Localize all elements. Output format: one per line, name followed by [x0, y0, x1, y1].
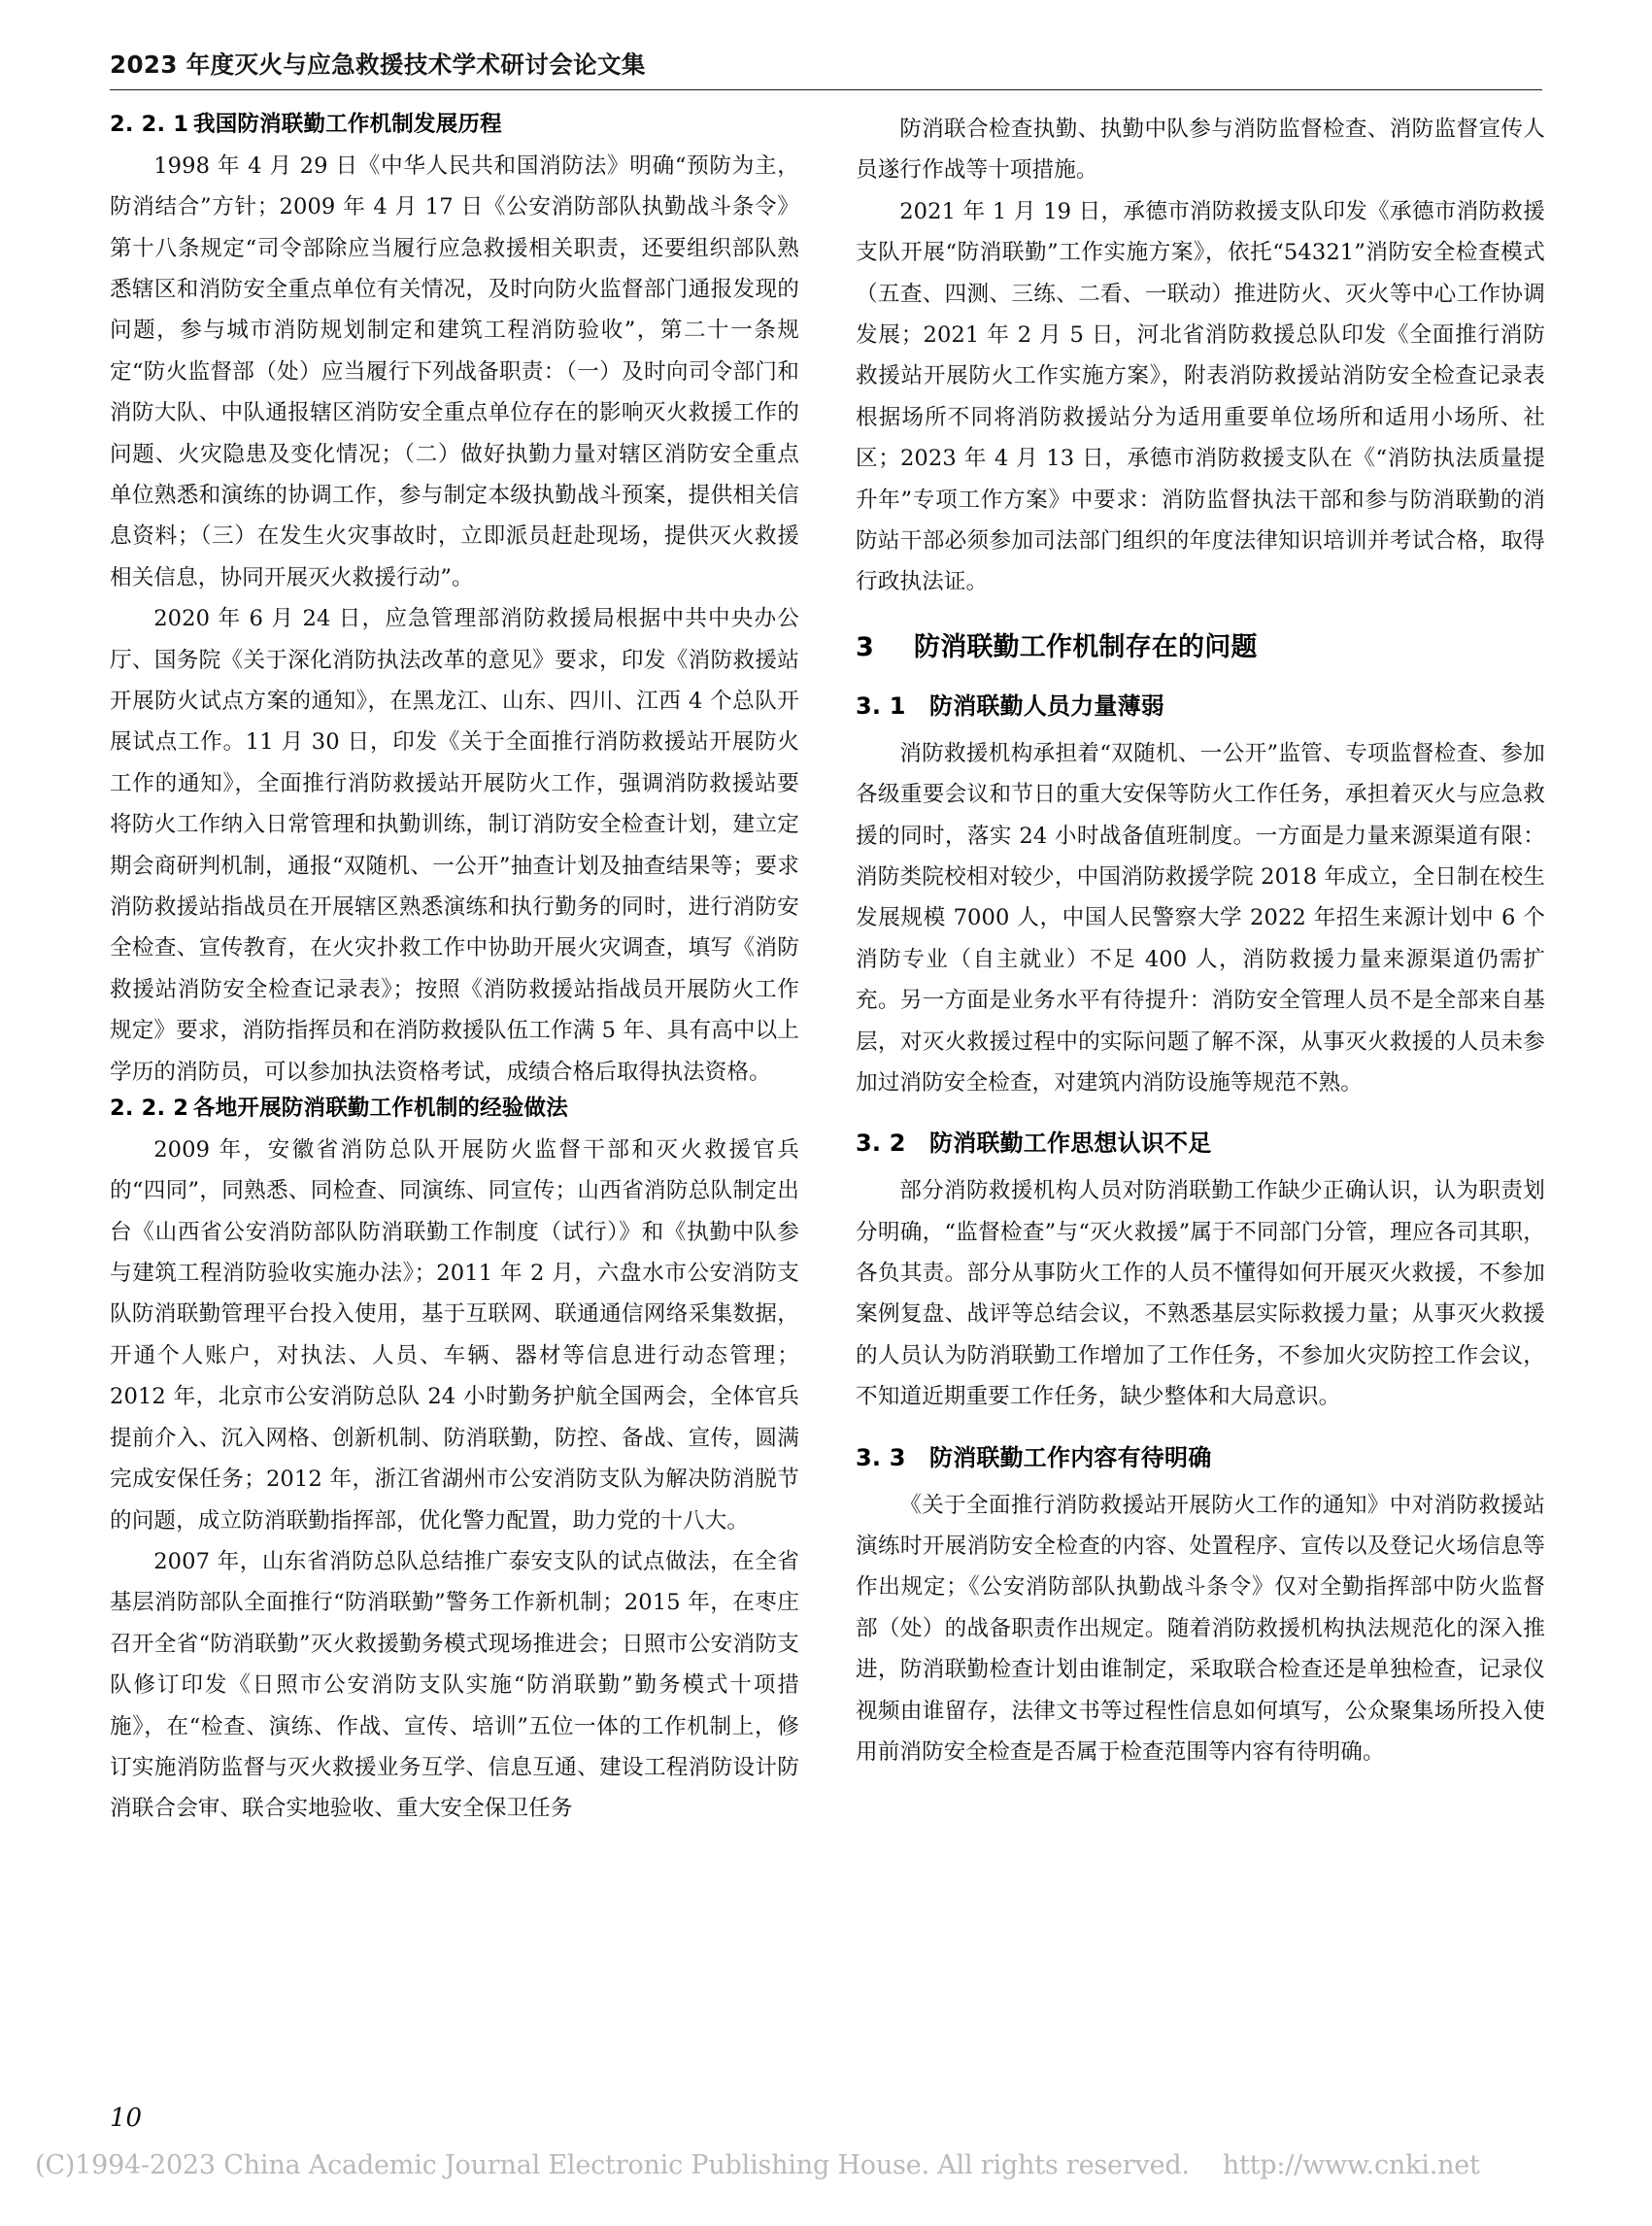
cnki-url: http://www.cnki.net	[1222, 2150, 1480, 2180]
paragraph-5: 2021 年 1 月 19 日，承德市消防救援支队印发《承德市消防救援支队开展“防消联勤”工作实施方案》，依托“54321”消防安全检查模式（五查、四测、三练、二看、一联动）推进防火、灭火等中心工作协调发展；2021 年 2 月 5 日，河北省消防救援总队印发《全面推行消防救援站开展防火工作实施方案》，附表消防救援站消防安全检查记录表根据场所不同将消防救援站分为适用重要单位场所和适用小场所、社区；2023 年 4 月 13 日，承德市消防救援支队在《“消防执法质量提升年”专项工作方案》中要求：消防监督执法干部和参与防消联勤的消防站干部必须参加司法部门组织的年度法律知识培训并考试合格，取得行政执法证。	[856, 198, 1545, 595]
heading-3-1	[856, 690, 1545, 724]
paragraph-2: 2020 年 6 月 24 日，应急管理部消防救援局根据中共中央办公厅、国务院《关于深化消防执法改革的意见》要求，印发《消防救援站开展防火试点方案的通知》，在黑龙江、山东、四川、江西 4 个总队开展试点工作。11 月 30 日，印发《关于全面推行消防救援站开展防火工作的通知》，全面推行消防救援站开展防火工作，强调消防救援站要将防火工作纳入日常管理和执勤训练，制订消防安全检查计划，建立定期会商研判机制，通报“双随机、一公开”抽查计划及抽查结果等；要求消防救援站指战员在开展辖区熟悉演练和执行勤务的同时，进行消防安全检查、宣传教育，在火灾扑救工作中协助开展火灾调查，填写《消防救援站消防安全检查记录表》；按照《消防救援站指战员开展防火工作规定》要求，消防指挥员和在消防救援队伍工作满 5 年、具有高中以上学历的消防员，可以参加执法资格考试，成绩合格后取得执法资格。	[110, 606, 799, 1085]
heading-3-3	[856, 1441, 1545, 1475]
running-head-title: 2023 年度灭火与应急救援技术学术研讨会论文集	[110, 51, 646, 79]
heading-2-2-2-text: 各地开展防消联勤工作机制的经验做法	[193, 1096, 568, 1122]
left-column	[110, 109, 799, 1830]
heading-2-2-1-number: 2. 2. 1	[110, 112, 189, 137]
paragraph-3-1: 消防救援机构承担着“双随机、一公开”监管、专项监督检查、参加各级重要会议和节日的重大安保等防火工作任务，承担着灭火与应急救援的同时，落实 24 小时战备值班制度。一方面是力量来源渠道有限：消防类院校相对较少，中国消防救援学院 2018 年成立，全日制在校生发展规模 7000 人，中国人民警察大学 2022 年招生来源计划中 6 个消防专业（自主就业）不足 400 人，消防救援力量来源渠道仍需扩充。另一方面是业务水平有待提升：消防安全管理人员不是全部来自基层，对灭火救援过程中的实际问题了解不深，从事灭火救援的人员未参加过消防安全检查，对建筑内消防设施等规范不熟。	[856, 740, 1545, 1096]
copyright-text: (C)1994-2023 China Academic Journal Electronic Publishing House. All rights reserved.	[35, 2150, 1190, 2180]
heading-3-2	[856, 1127, 1545, 1161]
paragraph-3-2: 部分消防救援机构人员对防消联勤工作缺少正确认识，认为职责划分明确，“监督检查”与“灭火救援”属于不同部门分管，理应各司其职，各负其责。部分从事防火工作的人员不懂得如何开展灭火救援，不参加案例复盘、战评等总结会议，不熟悉基层实际救援力量；从事灭火救援的人员认为防消联勤工作增加了工作任务，不参加火灾防控工作会议，不知道近期重要工作任务，缺少整体和大局意识。	[856, 1178, 1545, 1410]
body-columns	[110, 109, 1545, 1830]
heading-3-2-number: 3. 2	[856, 1130, 906, 1158]
paragraph-4: 2007 年，山东省消防总队总结推广泰安支队的试点做法，在全省基层消防部队全面推行“防消联勤”警务工作新机制；2015 年，在枣庄召开全省“防消联勤”灭火救援勤务模式现场推进会；日照市公安消防支队修订印发《日照市公安消防支队实施“防消联勤”勤务模式十项措施》，在“检查、演练、作战、宣传、培训”五位一体的工作机制上，修订实施消防监督与灭火救援业务互学、信息互通、建设工程消防设计防消联合会审、联合实地验收、重大安全保卫任务	[110, 1548, 799, 1822]
running-head-rule	[110, 89, 1542, 90]
heading-3-1-text: 防消联勤人员力量薄弱	[929, 692, 1164, 721]
heading-3-2-text: 防消联勤工作思想认识不足	[929, 1130, 1212, 1158]
heading-3-3-text: 防消联勤工作内容有待明确	[929, 1443, 1212, 1471]
heading-2-2-2	[110, 1093, 799, 1126]
heading-3-1-number: 3. 1	[856, 692, 906, 721]
heading-2-2-1	[110, 109, 799, 142]
heading-3-3-number: 3. 3	[856, 1443, 906, 1471]
heading-2-2-2-number: 2. 2. 2	[110, 1096, 189, 1122]
paragraph-3: 2009 年，安徽省消防总队开展防火监督干部和灭火救援官兵的“四同”，同熟悉、同检查、同演练、同宣传；山西省消防总队制定出台《山西省公安消防部队防消联勤工作制度（试行）》和《执勤中队参与建筑工程消防验收实施办法》；2011 年 2 月，六盘水市公安消防支队防消联勤管理平台投入使用，基于互联网、联通通信网络采集数据，开通个人账户，对执法、人员、车辆、器材等信息进行动态管理；2012 年，北京市公安消防总队 24 小时勤务护航全国两会，全体官兵提前介入、沉入网格、创新机制、防消联勤，防控、备战、宣传，圆满完成安保任务；2012 年，浙江省湖州市公安消防支队为解决防消脱节的问题，成立防消联勤指挥部，优化警力配置，助力党的十八大。	[110, 1136, 799, 1534]
paragraph-1: 1998 年 4 月 29 日《中华人民共和国消防法》明确“预防为主，防消结合”方针；2009 年 4 月 17 日《公安消防部队执勤战斗条令》第十八条规定“司令部除应当履行应急救援相关职责，还要组织部队熟悉辖区和消防安全重点单位有关情况，及时向防火监督部门通报发现的问题，参与城市消防规划制定和建筑工程消防验收”，第二十一条规定“防火监督部（处）应当履行下列战备职责：（一）及时向司令部门和消防大队、中队通报辖区消防安全重点单位存在的影响灭火救援工作的问题、火灾隐患及变化情况；（二）做好执勤力量对辖区消防安全重点单位熟悉和演练的协调工作，参与制定本级执勤战斗预案，提供相关信息资料；（三）在发生火灾事故时，立即派员赶赴现场，提供灭火救援相关信息，协同开展灭火救援行动”。	[110, 152, 799, 590]
running-head	[110, 51, 1542, 90]
paragraph-3-3: 《关于全面推行消防救援站开展防火工作的通知》中对消防救援站演练时开展消防安全检查的内容、处置程序、宣传以及登记火场信息等作出规定；《公安消防部队执勤战斗条令》仅对全勤指挥部中防火监督部（处）的战备职责作出规定。随着消防救援机构执法规范化的深入推进，防消联勤检查计划由谁制定，采取联合检查还是单独检查，记录仪视频由谁留存，法律文书等过程性信息如何填写，公众聚集场所投入使用前消防安全检查是否属于检查范围等内容有待明确。	[856, 1492, 1545, 1765]
copyright-notice	[35, 2150, 1618, 2180]
heading-2-2-1-text: 我国防消联勤工作机制发展历程	[193, 112, 502, 137]
heading-3-text: 防消联勤工作机制存在的问题	[914, 631, 1258, 662]
page-number: 10	[110, 2104, 143, 2133]
heading-3	[856, 628, 1545, 666]
heading-3-number: 3	[856, 631, 874, 662]
right-column	[856, 109, 1545, 1830]
paragraph-continuation: 防消联合检查执勤、执勤中队参与消防监督检查、消防监督宣传人员遂行作战等十项措施。	[856, 117, 1545, 184]
